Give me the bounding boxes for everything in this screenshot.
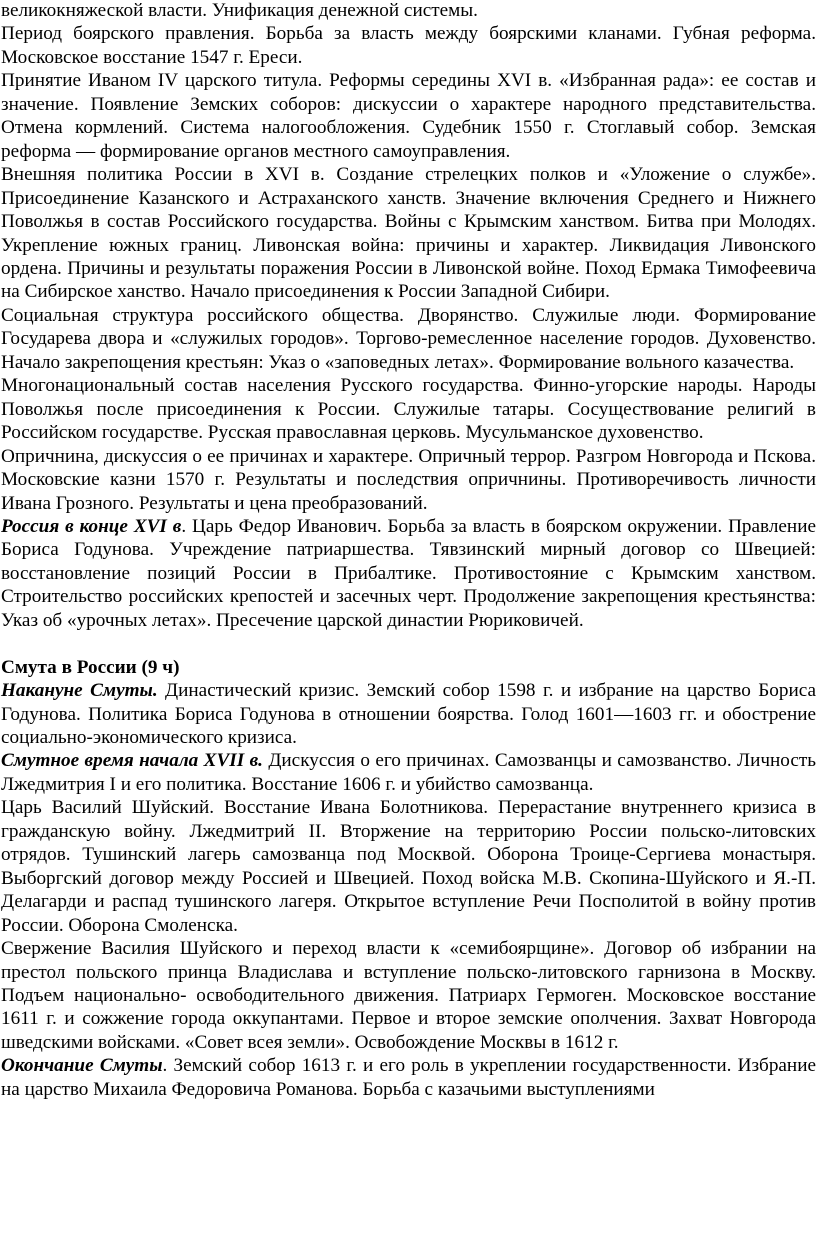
end-lead: Окончание Смуты — [1, 1055, 163, 1077]
paragraph-ivan-iv-reforms: Принятие Иваном IV царского титула. Реформы середины XVI в. «Избранная рада»: ее состав и значение. Появление Земских соборов: дискуссии о характере народного представительства. Отмена кормлений. Система налогообложения. Судебник 1550 г. Стоглавый собор. Земская реформа — формирование органов местного самоуправления. — [1, 70, 816, 162]
section-heading: Смута в России (9 ч) — [1, 656, 180, 678]
paragraph-late-xvi-century — [0, 515, 816, 632]
eve-lead: Накануне Смуты. — [1, 680, 158, 702]
paragraph-multinational: Многонациональный состав населения Русского государства. Финно-угорские народы. Народы Поволжья после присоединения к России. Служилые татары. Сосуществование религий в Российском государстве. Русская православная церковь. Мусульманское духовенство. — [1, 375, 816, 444]
paragraph-foreign-policy: Внешняя политика России в XVI в. Создание стрелецких полков и «Уложение о службе». Присоединение Казанского и Астраханского ханств. Значение включения Среднего и Нижнего Поволжья в состав Российского государства. Войны с Крымским ханством. Битва при Молодях. Укрепление южных границ. Ливонская война: причины и характер. Ликвидация Ливонского ордена. Причины и результаты поражения России в Ливонской войне. Поход Ермака Тимофеевича на Сибирское ханство. Начало присоединения к России Западной Сибири. — [1, 164, 816, 303]
blank-line — [0, 632, 816, 655]
paragraph-boyar-rule: Период боярского правления. Борьба за власть между боярскими кланами. Губная реформа. Московское восстание 1547 г. Ереси. — [1, 23, 816, 68]
paragraph-seven-boyars: Свержение Василия Шуйского и переход власти к «семибоярщине». Договор об избрании на престол польского принца Владислава и вступление польско-литовского гарнизона в Москву. Подъем национально- освободительного движения. Патриарх Гермоген. Московское восстание 1611 г. и сожжение города оккупантами. Первое и второе земские ополчения. Захват Новгорода шведскими войсками. «Совет всея земли». Освобождение Москвы в 1612 г. — [1, 938, 816, 1053]
paragraph-end-of-troubles — [0, 1054, 816, 1101]
paragraph-monetary-unification: великокняжеской власти. Унификация денежной системы. — [1, 0, 478, 21]
troubles-text: Дискуссия о его причинах. Самозванцы и самозванство. Личность Лжедмитрия I и его политика. Восстание 1606 г. и убийство самозванца. — [1, 750, 816, 795]
late-xvi-lead: Россия в конце XVI в — [1, 515, 182, 537]
paragraph-eve-of-troubles — [0, 679, 816, 749]
late-xvi-text: . Царь Федор Иванович. Борьба за власть в боярском окружении. Правление Бориса Годунова. Учреждение патриаршества. Тявзинский мирный договор со Швецией: восстановление позиций России в Прибалтике. Противостояние с Крымским ханством. Строительство российских крепостей и засечных черт. Продолжение закрепощения крестьянства: Указ об «урочных летах». Пресечение царской династии Рюриковичей. — [1, 515, 816, 631]
paragraph-time-of-troubles — [0, 749, 816, 796]
troubles-lead: Смутное время начала XVII в. — [1, 750, 263, 772]
paragraph-social-structure: Социальная структура российского общества. Дворянство. Служилые люди. Формирование Государева двора и «служилых городов». Торгово-ремесленное население городов. Духовенство. Начало закрепощения крестьян: Указ о «заповедных летах». Формирование вольного казачества. — [1, 304, 816, 373]
eve-text: Династический кризис. Земский собор 1598 г. и избрание на царство Бориса Годунова. Политика Бориса Годунова в отношении боярства. Голод 1601—1603 гг. и обострение социально-экономического кризиса. — [1, 680, 816, 749]
paragraph-oprichnina: Опричнина, дискуссия о ее причинах и характере. Опричный террор. Разгром Новгорода и Пскова. Московские казни 1570 г. Результаты и последствия опричнины. Противоречивость личности Ивана Грозного. Результаты и цена преобразований. — [1, 445, 816, 514]
end-text: . Земский собор 1613 г. и его роль в укреплении государственности. Избрание на царство Михаила Федоровича Романова. Борьба с казачьими выступлениями — [1, 1055, 816, 1100]
paragraph-vasily-shuisky: Царь Василий Шуйский. Восстание Ивана Болотникова. Перерастание внутреннего кризиса в гражданскую войну. Лжедмитрий II. Вторжение на территорию России польско-литовских отрядов. Тушинский лагерь самозванца под Москвой. Оборона Троице-Сергиева монастыря. Выборгский договор между Россией и Швецией. Поход войска М.В. Скопина-Шуйского и Я.-П. Делагарди и распад тушинского лагеря. Открытое вступление Речи Посполитой в войну против России. Оборона Смоленска. — [1, 797, 816, 936]
